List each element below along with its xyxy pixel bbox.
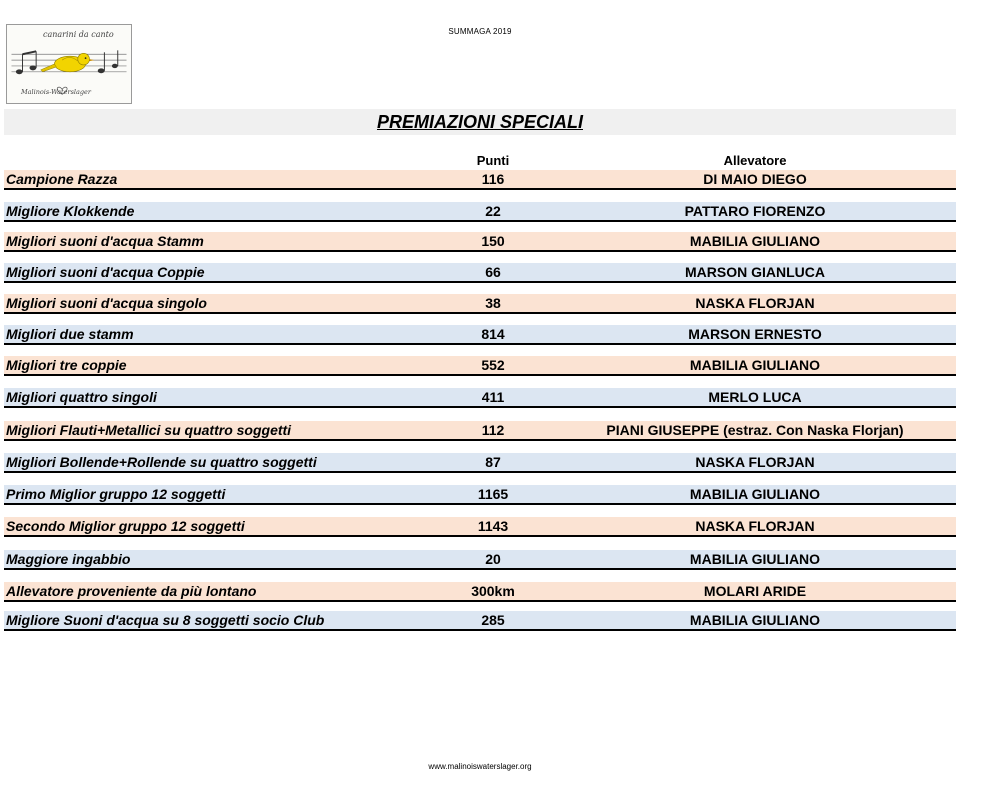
table-row xyxy=(4,388,956,408)
prize-name: Migliore Suoni d'acqua su 8 soggetti socio Club xyxy=(6,612,325,628)
points-value: 116 xyxy=(481,171,505,187)
table-row xyxy=(4,325,956,345)
table-row xyxy=(4,202,956,222)
breeder-name: NASKA FLORJAN xyxy=(695,518,815,534)
title-band xyxy=(4,109,956,135)
footer-url: www.malinoiswaterslager.org xyxy=(428,762,532,771)
breeder-name: MOLARI ARIDE xyxy=(703,583,807,599)
points-value: 300km xyxy=(471,583,515,599)
points-value: 87 xyxy=(485,454,501,470)
points-value: 112 xyxy=(481,422,505,438)
table-row xyxy=(4,453,956,473)
points-value: 22 xyxy=(485,203,501,219)
table-row xyxy=(4,356,956,376)
column-headers xyxy=(4,152,956,170)
prize-name: Migliori Flauti+Metallici su quattro soggetti xyxy=(6,422,292,438)
breeder-name: MABILIA GIULIANO xyxy=(689,233,821,249)
points-value: 38 xyxy=(485,295,501,311)
breeder-column-header: Allevatore xyxy=(723,153,787,168)
prize-name: Migliore Klokkende xyxy=(6,203,135,219)
prize-name: Migliori quattro singoli xyxy=(6,389,157,405)
breeder-name: MABILIA GIULIANO xyxy=(689,357,821,373)
table-row xyxy=(4,294,956,314)
breeder-name: MARSON GIANLUCA xyxy=(685,264,825,280)
points-value: 1165 xyxy=(477,486,509,502)
points-value: 814 xyxy=(481,326,505,342)
prize-name: Migliori suoni d'acqua Stamm xyxy=(6,233,204,249)
points-column-header: Punti xyxy=(476,153,510,168)
prize-name: Campione Razza xyxy=(6,171,118,187)
breeder-name: DI MAIO DIEGO xyxy=(703,171,807,187)
table-row xyxy=(4,170,956,190)
points-value: 1143 xyxy=(477,518,509,534)
breeder-name: NASKA FLORJAN xyxy=(695,454,815,470)
prize-name: Migliori tre coppie xyxy=(6,357,127,373)
breeder-name: PATTARO FIORENZO xyxy=(684,203,826,219)
logo-bottom-text: Malinois-Waterslager xyxy=(21,88,92,96)
table-row xyxy=(4,263,956,283)
table-row xyxy=(4,611,956,631)
prize-name: Maggiore ingabbio xyxy=(6,551,131,567)
points-value: 411 xyxy=(481,389,505,405)
breeder-name: MARSON ERNESTO xyxy=(688,326,822,342)
prize-name: Migliori suoni d'acqua singolo xyxy=(6,295,207,311)
points-value: 285 xyxy=(481,612,505,628)
prize-name: Primo Miglior gruppo 12 soggetti xyxy=(6,486,226,502)
table-row xyxy=(4,550,956,570)
breeder-name: MABILIA GIULIANO xyxy=(689,551,821,567)
table-row xyxy=(4,582,956,602)
table-row xyxy=(4,517,956,537)
prize-name: Migliori suoni d'acqua Coppie xyxy=(6,264,205,280)
table-row xyxy=(4,421,956,441)
page-title: PREMIAZIONI SPECIALI xyxy=(376,112,583,132)
points-value: 20 xyxy=(485,551,501,567)
breeder-name: MERLO LUCA xyxy=(708,389,802,405)
logo-top-text: canarini da canto xyxy=(43,30,114,39)
prize-name: Migliori Bollende+Rollende su quattro soggetti xyxy=(6,454,317,470)
prize-name: Migliori due stamm xyxy=(6,326,134,342)
document-header: SUMMAGA 2019 xyxy=(448,27,512,36)
breeder-name: PIANI GIUSEPPE (estraz. Con Naska Florjan) xyxy=(606,422,904,438)
prize-name: Secondo Miglior gruppo 12 soggetti xyxy=(6,518,245,534)
prize-name: Allevatore proveniente da più lontano xyxy=(6,583,257,599)
points-value: 66 xyxy=(485,264,501,280)
table-row xyxy=(4,232,956,252)
breeder-name: NASKA FLORJAN xyxy=(695,295,815,311)
club-logo xyxy=(6,24,132,104)
breeder-name: MABILIA GIULIANO xyxy=(689,486,821,502)
table-row xyxy=(4,485,956,505)
breeder-name: MABILIA GIULIANO xyxy=(689,612,821,628)
points-value: 552 xyxy=(481,357,505,373)
points-value: 150 xyxy=(481,233,505,249)
